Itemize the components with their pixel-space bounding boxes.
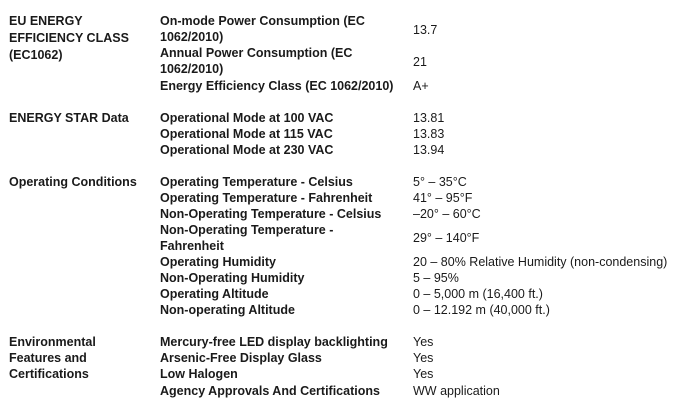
spec-property: Operational Mode at 230 VAC [160,143,334,157]
spec-property: Operating Altitude [160,287,269,301]
spec-value: 41° – 95°F [413,191,473,205]
spec-property: Mercury-free LED display backlighting [160,335,388,349]
spec-value: 20 – 80% Relative Humidity (non-condensing) [413,255,668,269]
section-label: ENERGY STAR Data [9,111,129,125]
spec-property: Low Halogen [160,367,238,381]
spec-value: 5° – 35°C [413,175,467,189]
spec-property: Operational Mode at 115 VAC [160,127,333,141]
spec-property: On-mode Power Consumption (EC 1062/2010) [160,14,365,44]
spec-property: Operating Temperature - Celsius [160,175,353,189]
spec-value: 13.7 [413,23,438,37]
spec-property: Arsenic-Free Display Glass [160,351,322,365]
spec-value: A+ [413,79,429,93]
spec-value: 5 – 95% [413,271,459,285]
spec-value: Yes [413,351,434,365]
spec-value: 0 – 12.192 m (40,000 ft.) [413,303,550,317]
section-label: EU ENERGY EFFICIENCY CLASS (EC1062) [9,14,129,62]
spec-property: Non-Operating Temperature - Celsius [160,207,382,221]
spec-value: Yes [413,367,434,381]
spec-value: 21 [413,55,427,69]
spec-value: 13.81 [413,111,445,125]
section-label: Environmental Features and Certifications [9,335,96,381]
section-label: Operating Conditions [9,175,137,189]
spec-value: –20° – 60°C [413,207,481,221]
spec-property: Non-Operating Humidity [160,271,305,285]
spec-value: 0 – 5,000 m (16,400 ft.) [413,287,543,301]
spec-property: Energy Efficiency Class (EC 1062/2010) [160,79,394,93]
spec-property: Non-operating Altitude [160,303,295,317]
spec-property: Operating Humidity [160,255,276,269]
spec-property: Agency Approvals And Certifications [160,384,380,398]
spec-value: 13.94 [413,143,445,157]
spec-property: Operating Temperature - Fahrenheit [160,191,373,205]
spec-value: 13.83 [413,127,445,141]
spec-value: Yes [413,335,434,349]
spec-value: 29° – 140°F [413,231,480,245]
spec-property: Non-Operating Temperature - Fahrenheit [160,223,334,253]
spec-property: Annual Power Consumption (EC 1062/2010) [160,46,353,76]
spec-value: WW application [413,384,500,398]
spec-property: Operational Mode at 100 VAC [160,111,334,125]
